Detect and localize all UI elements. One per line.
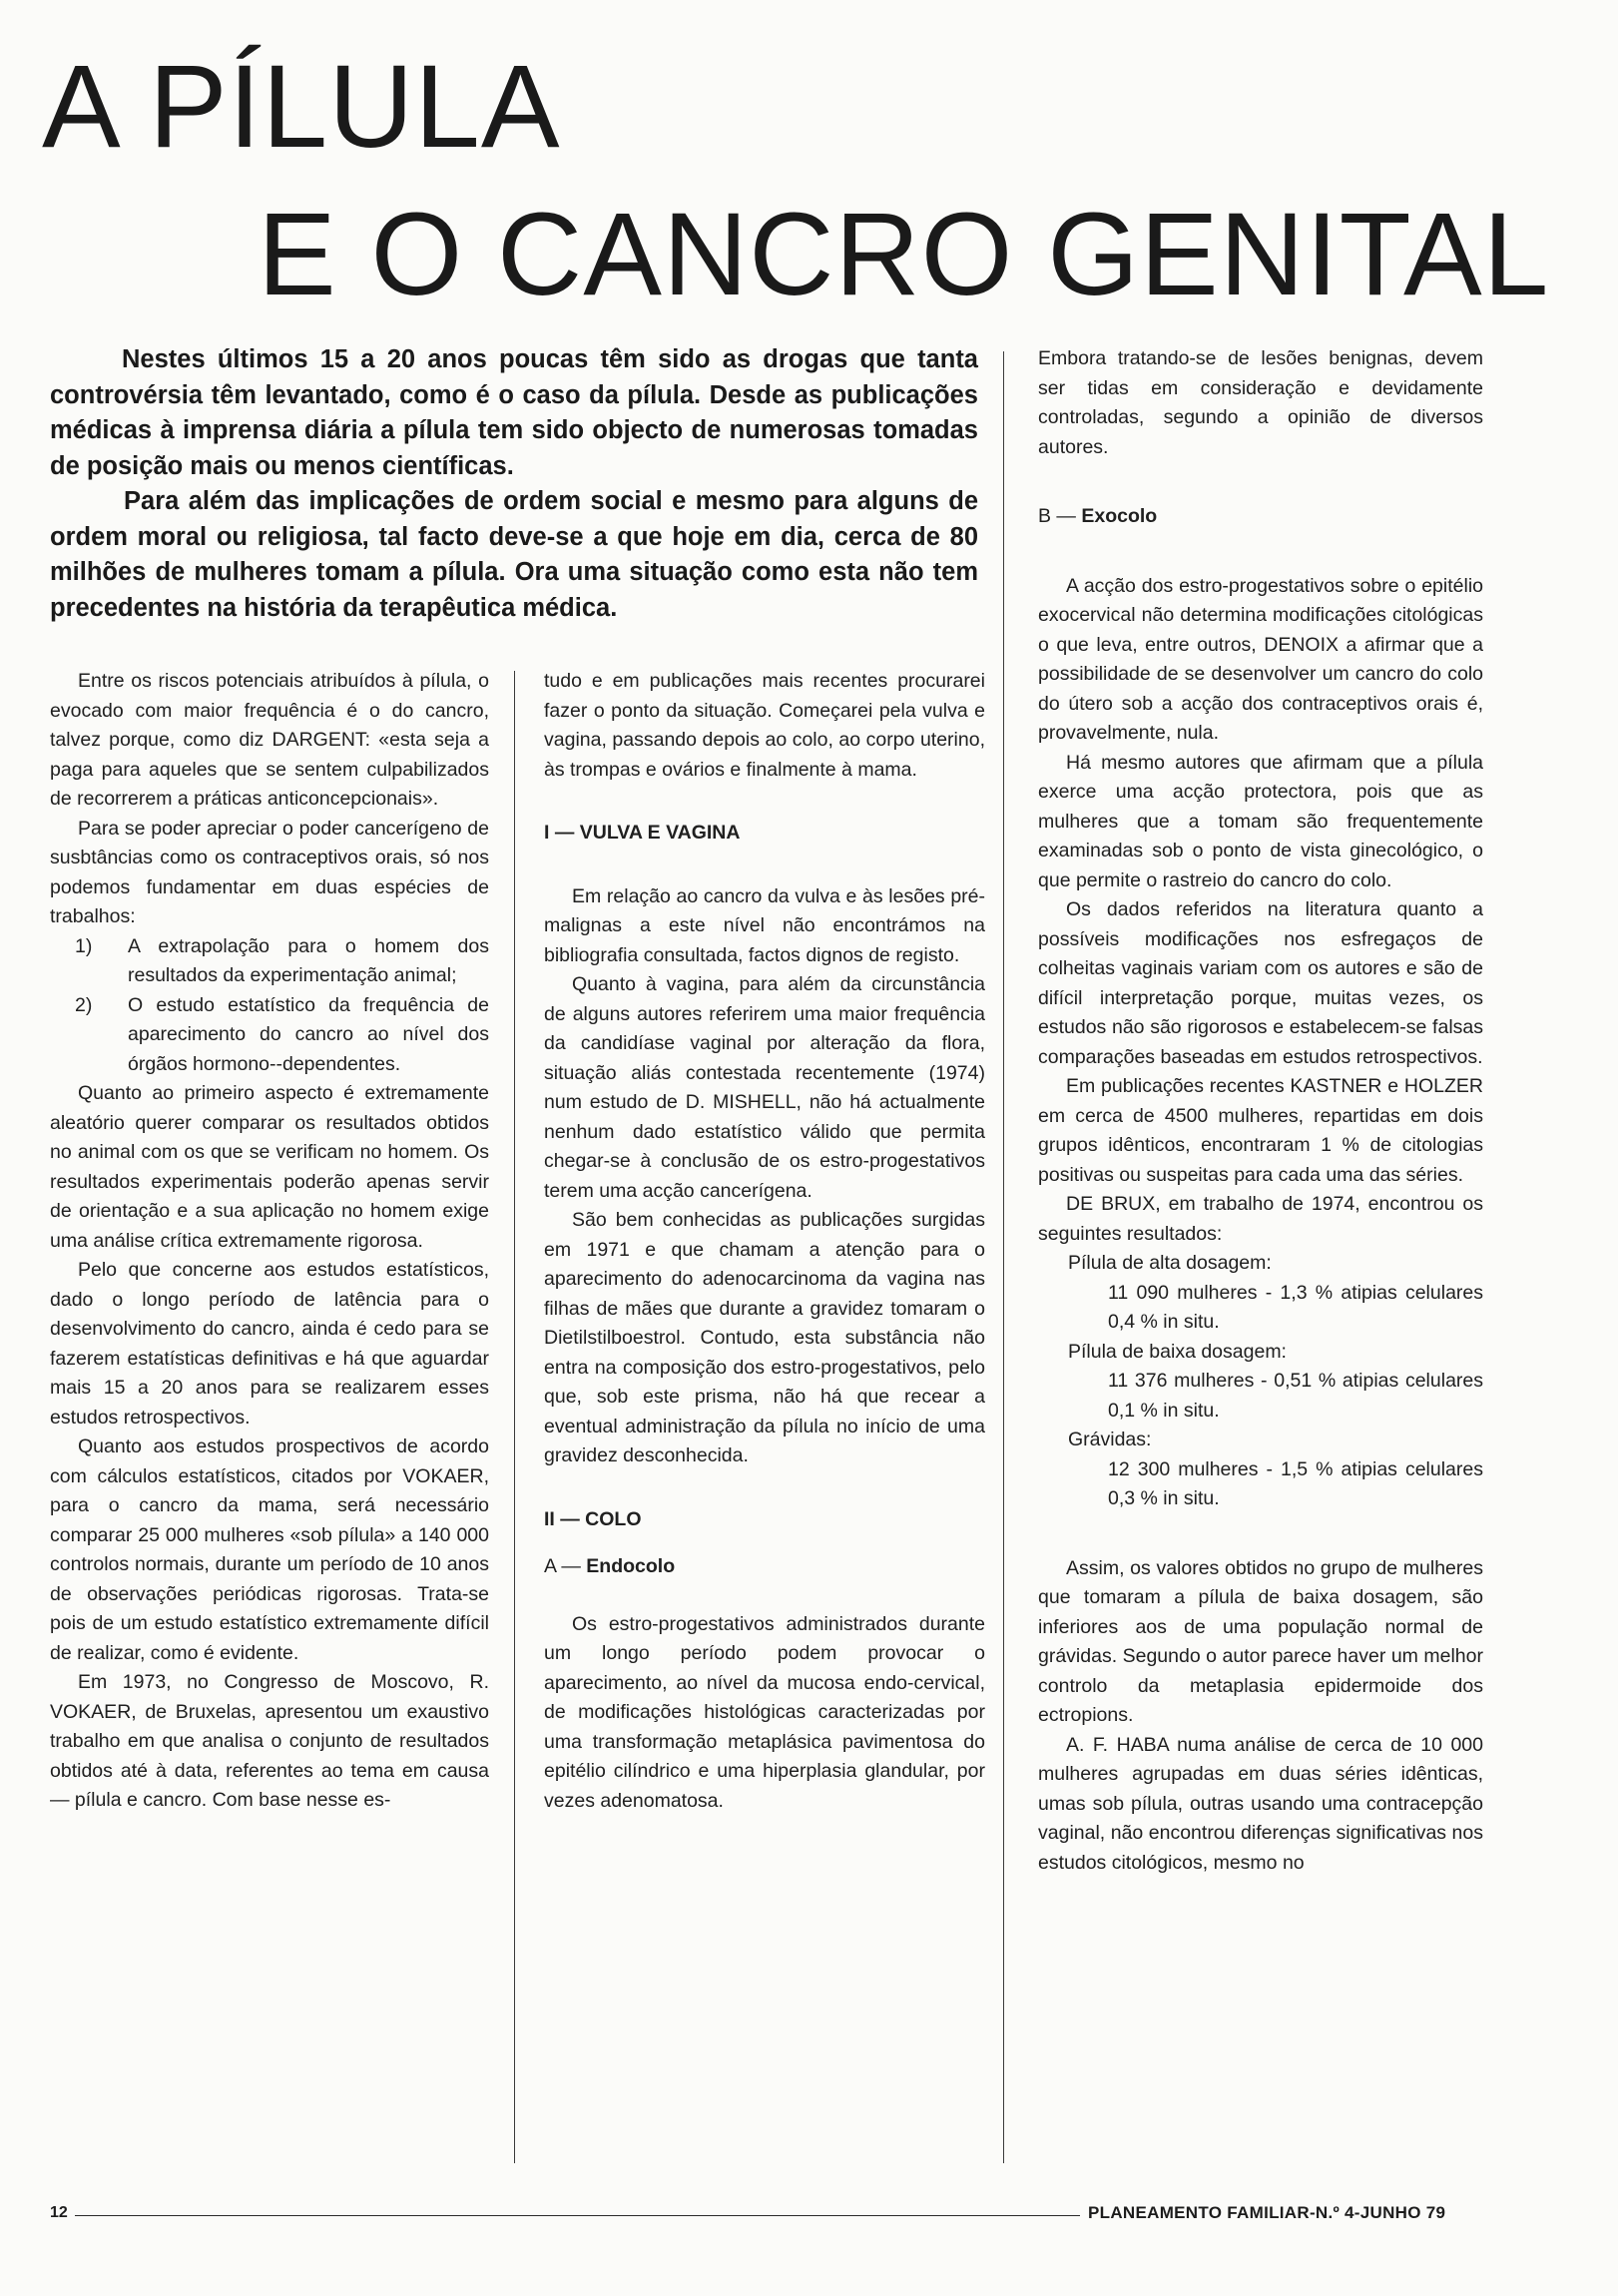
col3-paragraph-1: Embora tratando-se de lesões benignas, devem ser tidas em consideração e devidamente controladas, segundo a opinião de diversos autores. bbox=[1038, 347, 1483, 458]
result-value-pregnant: 12 300 mulheres - 1,5 % atipias celulares 0,3 % in situ. bbox=[1108, 1457, 1483, 1509]
col3-paragraph-4: Os dados referidos na literatura quanto a possíveis modificações nos esfregaços de colheitas vaginais variam com os autores e são de difícil interpretação porque, muitas vezes, os estudos não são rigorosos e estabelecem-se falsas comparações baseadas em estudos retrospectivos. bbox=[1038, 898, 1483, 1068]
col2-paragraph-3: Quanto à vagina, para além da circunstância de alguns autores referirem uma maior frequência da candidíase vaginal por alteração da flora, situação aliás contestada recentemente (1974) num estudo de D. MISHELL, não há actualmente nenhum dado estatístico válido que permita chegar-se à conclusão de os estro-progestativos terem uma acção cancerígena. bbox=[544, 973, 985, 1202]
subheading-exocolo bbox=[1038, 502, 1483, 532]
list-item bbox=[50, 991, 489, 1080]
col1-paragraph-4: Pelo que concerne aos estudos estatísticos, dado o longo período de latência para o desenvolvimento do cancro, ainda é cedo para se fazerem estatísticas definitivas e há que aguardar mais 15 a 20 anos para se realizarem esses estudos retrospectivos. bbox=[50, 1259, 489, 1429]
column-divider-2 bbox=[1003, 351, 1004, 2163]
footer-rule bbox=[75, 2215, 1080, 2216]
col2-paragraph-4: São bem conhecidas as publicações surgidas em 1971 e que chamam a atenção para o aparecimento do adenocarcinoma da vagina nas filhas de mães que durante a gravidez tomaram o Dietilstilboestrol. Contudo, esta substância não entra na composição dos estro-progestativos, pelo que, sob este prisma, não há que recear a eventual administração da pílula no início de uma gravidez desconhecida. bbox=[544, 1209, 985, 1466]
lead-text-2: Para além das implicações de ordem social e mesmo para alguns de ordem moral ou religiosa, tal facto deve-se a que hoje em dia, cerca de 80 milhões de mulheres tomam a pílula. Ora uma situação como esta não tem precedentes na história da terapêutica médica. bbox=[50, 487, 978, 622]
col1-paragraph-1: Entre os riscos potenciais atribuídos à pílula, o evocado com maior frequência é o do cancro, talvez porque, como diz DARGENT: «esta seja a paga para aqueles que se sentem culpabilizados de recorrerem a práticas anticoncepcionais». bbox=[50, 670, 489, 810]
col3-paragraph-6: DE BRUX, em trabalho de 1974, encontrou os seguintes resultados: bbox=[1038, 1193, 1483, 1245]
col1-paragraph-6: Em 1973, no Congresso de Moscovo, R. VOKAER, de Bruxelas, apresentou um exaustivo trabalho em que analisa o conjunto de resultados obtidos até à data, referentes ao tema em causa — pílula e cancro. Com base nesse es- bbox=[50, 1671, 489, 1811]
column-1 bbox=[50, 667, 489, 1816]
col3-paragraph-5: Em publicações recentes KASTNER e HOLZER em cerca de 4500 mulheres, repartidas em dois grupos idênticos, encontraram 1 % de citologias positivas ou suspeitas para cada uma das séries. bbox=[1038, 1075, 1483, 1186]
col3-paragraph-8: A. F. HABA numa análise de cerca de 10 000 mulheres agrupadas em duas séries idênticas, umas sob pílula, outras usando uma contracepção vaginal, não encontrou diferenças significativas nos estudos citológicos, mesmo no bbox=[1038, 1733, 1483, 1874]
result-label-high-dose: Pílula de alta dosagem: bbox=[1068, 1252, 1272, 1274]
subheading-label: Exocolo bbox=[1081, 505, 1158, 527]
col1-paragraph-2: Para se poder apreciar o poder cancerígeno de susbtâncias como os contraceptivos orais, só nos podemos fundamentar em duas espécies de trabalhos: bbox=[50, 817, 489, 927]
col2-paragraph-5: Os estro-progestativos administrados durante um longo período podem provocar o aparecimento, ao nível da mucosa endo-cervical, de modificações histológicas caracterizadas por uma transformação metaplásica pavimentosa do epitélio cilíndrico e uma hiperplasia glandular, por vezes adenomatosa. bbox=[544, 1612, 985, 1812]
col2-paragraph-1: tudo e em publicações mais recentes procurarei fazer o ponto da situação. Começarei pela vulva e vagina, passando depois ao colo, ao corpo uterino, às trompas e ovários e finalmente à mama. bbox=[544, 670, 985, 781]
col1-paragraph-5: Quanto aos estudos prospectivos de acordo com cálculos estatísticos, citados por VOKAER, para o cancro da mama, será necessário comparar 25 000 mulheres «sob pílula» a 140 000 controlos normais, durante um período de 10 anos de observações periódicas rigorosas. Trata-se pois de um estudo estatístico extremamente difícil de realizar, como é evidente. bbox=[50, 1435, 489, 1664]
list-item-number: 2) bbox=[75, 993, 93, 1016]
lead-text-1: Nestes últimos 15 a 20 anos poucas têm sido as drogas que tanta controvérsia têm levantado, como é o caso da pílula. Desde as publicações médicas à imprensa diária a pílula tem sido objecto de numerosas tomadas de posição mais ou menos científicas. bbox=[50, 345, 978, 480]
col3-paragraph-7: Assim, os valores obtidos no grupo de mulheres que tomaram a pílula de baixa dosagem, são inferiores aos de uma população normal de grávidas. Segundo o autor parece haver um melhor controlo da metaplasia epidermoide dos ectropions. bbox=[1038, 1556, 1483, 1726]
col2-paragraph-2: Em relação ao cancro da vulva e às lesões pré-malignas a este nível não encontrámos na bibliografia consultada, factos dignos de registo. bbox=[544, 884, 985, 966]
numbered-list bbox=[50, 932, 489, 1080]
result-label-low-dose: Pílula de baixa dosagem: bbox=[1068, 1340, 1287, 1363]
column-divider-1 bbox=[514, 671, 515, 2163]
result-label-pregnant: Grávidas: bbox=[1068, 1429, 1152, 1450]
subheading-prefix: B — bbox=[1038, 505, 1082, 527]
list-item-text: A extrapolação para o homem dos resultados da experimentação animal; bbox=[128, 934, 489, 986]
page-number: 12 bbox=[50, 2204, 68, 2221]
section-heading-vulva-vagina: I — VULVA E VAGINA bbox=[544, 822, 741, 844]
list-item-number: 1) bbox=[75, 934, 93, 957]
title-line-2: E O CANCRO GENITAL bbox=[258, 189, 1550, 320]
col3-paragraph-3: Há mesmo autores que afirmam que a pílula exerce uma acção protectora, pois que as mulheres que a tomam são frequentemente examinadas sob o ponto de vista ginecológico, o que permite o rastreio do cancro do colo. bbox=[1038, 751, 1483, 891]
column-3 bbox=[1038, 344, 1483, 1878]
lead-paragraph bbox=[50, 342, 978, 626]
col1-paragraph-3: Quanto ao primeiro aspecto é extremamente aleatório querer comparar os resultados obtidos no animal com os que se verificam no homem. Os resultados experimentais poderão apenas servir de orientação e a sua aplicação no homem exige uma análise crítica extremamente rigorosa. bbox=[50, 1082, 489, 1252]
col3-paragraph-2: A acção dos estro-progestativos sobre o epitélio exocervical não determina modificações citológicas o que leva, entre outros, DENOIX a afirmar que a possibilidade de se desenvolver um cancro do colo do útero sob a acção dos contraceptivos orais é, provavelmente, nula. bbox=[1038, 574, 1483, 744]
subheading-endocolo bbox=[544, 1552, 985, 1582]
subheading-prefix: A — bbox=[544, 1555, 587, 1577]
result-value-low-dose: 11 376 mulheres - 0,51 % atipias celulares 0,1 % in situ. bbox=[1108, 1370, 1483, 1422]
column-2 bbox=[544, 667, 985, 1816]
subheading-label: Endocolo bbox=[586, 1555, 676, 1577]
publication-name: PLANEAMENTO FAMILIAR-N.º 4-JUNHO 79 bbox=[1088, 2203, 1446, 2222]
list-item bbox=[50, 932, 489, 991]
section-heading-colo: II — COLO bbox=[544, 1507, 642, 1530]
title-line-1: A PÍLULA bbox=[42, 41, 561, 173]
list-item-text: O estudo estatístico da frequência de aparecimento do cancro ao nível dos órgãos hormono--dependentes. bbox=[128, 993, 489, 1075]
result-value-high-dose: 11 090 mulheres - 1,3 % atipias celulares 0,4 % in situ. bbox=[1108, 1281, 1483, 1333]
